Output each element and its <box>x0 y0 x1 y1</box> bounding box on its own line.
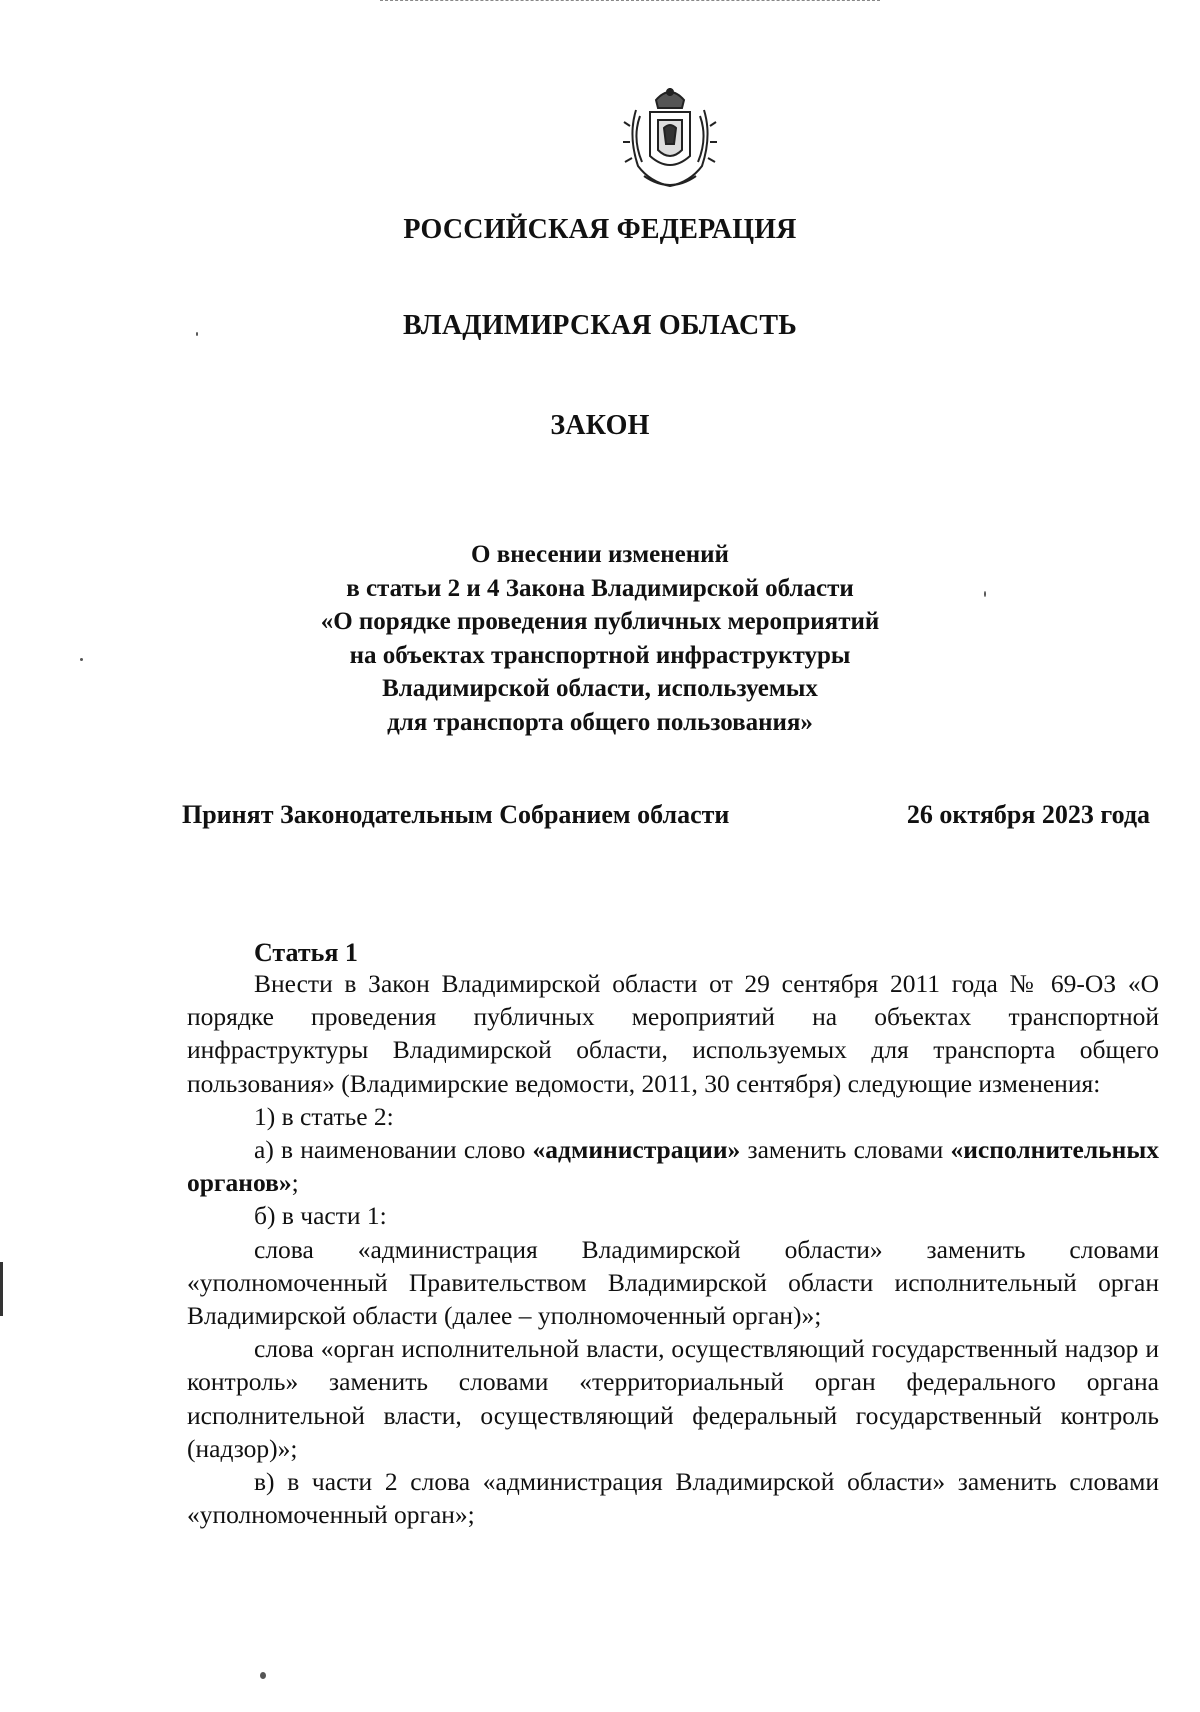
article-intro: Внести в Закон Владимирской области от 29 сентября 2011 года № 69-ОЗ «О порядке проведения публичных мероприятий на объектах транспортной инфраструктуры Владимирской области, используемых для транспорта общего пользования» (Владимирские ведомости, 2011, 30 сентября) следующие изменения: <box>187 969 1159 1098</box>
scan-speck <box>984 591 986 597</box>
scan-top-line <box>380 0 880 2</box>
adoption-line <box>182 800 1150 830</box>
law-title <box>200 538 1000 739</box>
scan-speck <box>80 658 83 661</box>
item-a-replacement: «исполнительных органов» <box>187 1135 1160 1198</box>
item-v: в) в части 2 слова «администрация Владимирской области» заменить словами «уполномоченный орган»; <box>187 1467 1159 1530</box>
title-line: «О порядке проведения публичных мероприятий <box>320 608 880 635</box>
item-b-paragraph-2: слова «орган исполнительной власти, осуществляющий государственный надзор и контроль» заменить словами «территориальный орган федерального органа исполнительной власти, осуществляющий федеральный государственный контроль (надзор)»; <box>187 1334 1159 1463</box>
coat-of-arms-icon <box>620 86 720 198</box>
scan-speck <box>196 332 198 336</box>
title-line: в статьи 2 и 4 Закона Владимирской области <box>346 574 854 602</box>
item-a-suffix: ; <box>291 1168 299 1198</box>
region-heading: ВЛАДИМИРСКАЯ ОБЛАСТЬ <box>402 310 798 341</box>
article-body <box>187 967 1159 1531</box>
item-b-paragraph-1: слова «администрация Владимирской области» заменить словами «уполномоченный Правительством Владимирской области исполнительный орган Владимирской области (далее – уполномоченный орган)»; <box>187 1234 1159 1331</box>
adoption-date: 26 октября 2023 года <box>906 800 1150 829</box>
title-line: О внесении изменений <box>471 541 729 568</box>
item-b: б) в части 1: <box>254 1201 387 1231</box>
document-type-heading: ЗАКОН <box>550 410 650 441</box>
item-a-word: «администрации» <box>532 1135 741 1165</box>
country-heading: РОССИЙСКАЯ ФЕДЕРАЦИЯ <box>403 214 797 245</box>
item-a-middle: заменить словами <box>740 1135 951 1165</box>
item-1: 1) в статье 2: <box>254 1101 394 1131</box>
title-line: для транспорта общего пользования» <box>387 708 813 736</box>
scan-edge-mark <box>0 1262 3 1316</box>
item-a-prefix: а) в наименовании слово <box>254 1135 533 1165</box>
scan-speck <box>260 1672 266 1679</box>
article-heading: Статья 1 <box>254 938 358 967</box>
title-line: на объектах транспортной инфраструктуры <box>349 641 851 669</box>
title-line: Владимирской области, используемых <box>382 675 818 702</box>
item-a <box>187 1133 1159 1199</box>
adoption-label: Принят Законодательным Собранием области <box>182 800 730 829</box>
